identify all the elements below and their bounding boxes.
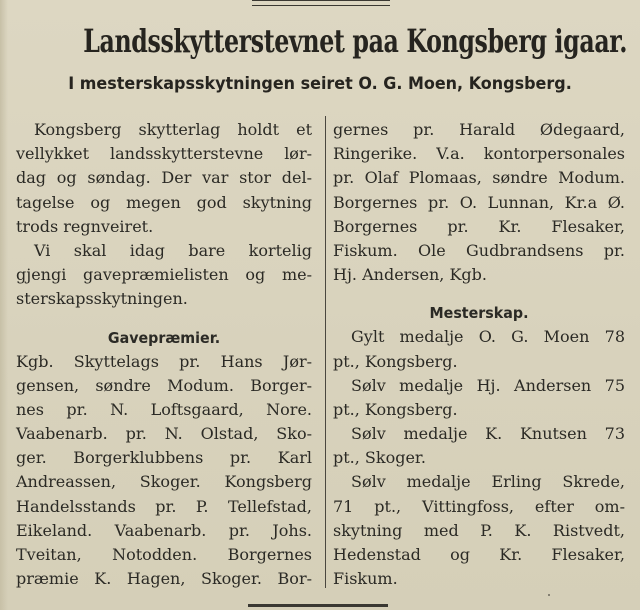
text-line: Vaabenarb. pr. N. Olstad, Sko-: [16, 424, 312, 444]
text-line: Borgernes pr. O. Lunnan, Kr.a Ø.: [333, 192, 625, 212]
left-column: [16, 118, 312, 591]
text-line: Sølv medalje K. Knutsen 73: [351, 424, 625, 444]
column-divider: [325, 116, 326, 588]
spacer: [333, 287, 625, 301]
text-line: Handelsstands pr. P. Tellefstad,: [16, 496, 312, 516]
text-line: sterskapsskytningen.: [16, 289, 188, 309]
text-line: tagelse og megen god skytning: [16, 192, 312, 212]
text-line: Ringerike. V.a. kontorpersonales: [333, 144, 625, 164]
text-line: ger. Borgerklubbens pr. Karl: [16, 448, 312, 468]
bottom-rule: [248, 604, 388, 607]
text-line: vellykket landsskytterstevne lør-: [16, 144, 312, 164]
text-line: Vi skal idag bare kortelig: [34, 240, 312, 260]
text-line: Hedenstad og Kr. Flesaker,: [333, 545, 625, 564]
right-column: [333, 118, 625, 591]
text-line: Kgb. Skyttelags pr. Hans Jør-: [16, 351, 312, 371]
text-line: Gylt medalje O. G. Moen 78: [351, 327, 625, 347]
text-line: Eikeland. Vaabenarb. pr. Johs.: [16, 520, 312, 540]
text-line: præmie K. Hagen, Skoger. Bor-: [16, 569, 312, 589]
text-line: pt., Kongsberg.: [333, 399, 458, 419]
text-line: Tveitan, Notodden. Borgernes: [16, 545, 312, 564]
text-line: Hj. Andersen, Kgb.: [333, 265, 487, 285]
text-line: Sølv medalje Erling Skrede,: [351, 472, 625, 492]
text-line: Fiskum.: [333, 569, 398, 589]
text-line: pt., Skoger.: [333, 448, 426, 468]
text-line: trods regnveiret.: [16, 216, 154, 236]
text-line: Andreassen, Skoger. Kongsberg: [16, 472, 312, 492]
article-subheadline: I mesterskapsskytningen seiret O. G. Moen, Kongsberg.: [68, 74, 572, 94]
text-line: 71 pt., Vittingfoss, efter om-: [333, 496, 625, 516]
text-line: skytning med P. K. Ristvedt,: [333, 520, 625, 540]
text-line: pt., Kongsberg.: [333, 351, 458, 371]
top-rule: [252, 0, 390, 6]
text-line: nes pr. N. Loftsgaard, Nore.: [16, 399, 312, 419]
article-headline: Landsskytterstevnet paa Kongsberg igaar.: [83, 22, 628, 60]
text-line: dag og søndag. Der var stor del-: [16, 168, 312, 188]
text-line: Kongsberg skytterlag holdt et: [34, 120, 312, 139]
section-heading-championship: Mesterskap.: [429, 304, 529, 323]
text-line: Fiskum. Ole Gudbrandsens pr.: [333, 240, 625, 260]
text-line: Sølv medalje Hj. Andersen 75: [351, 375, 625, 395]
spacer: [16, 312, 312, 326]
text-line: pr. Olaf Plomaas, søndre Modum.: [333, 168, 625, 188]
text-line: gensen, søndre Modum. Borger-: [16, 375, 312, 395]
paper-edge-shadow: [0, 0, 8, 610]
text-line: Borgernes pr. Kr. Flesaker,: [333, 216, 625, 236]
text-line: gernes pr. Harald Ødegaard,: [333, 120, 625, 139]
text-line: gjengi gavepræmielisten og me-: [16, 265, 312, 285]
section-heading-gift-prizes: Gavepræmier.: [107, 328, 221, 347]
print-speck: [548, 594, 550, 596]
